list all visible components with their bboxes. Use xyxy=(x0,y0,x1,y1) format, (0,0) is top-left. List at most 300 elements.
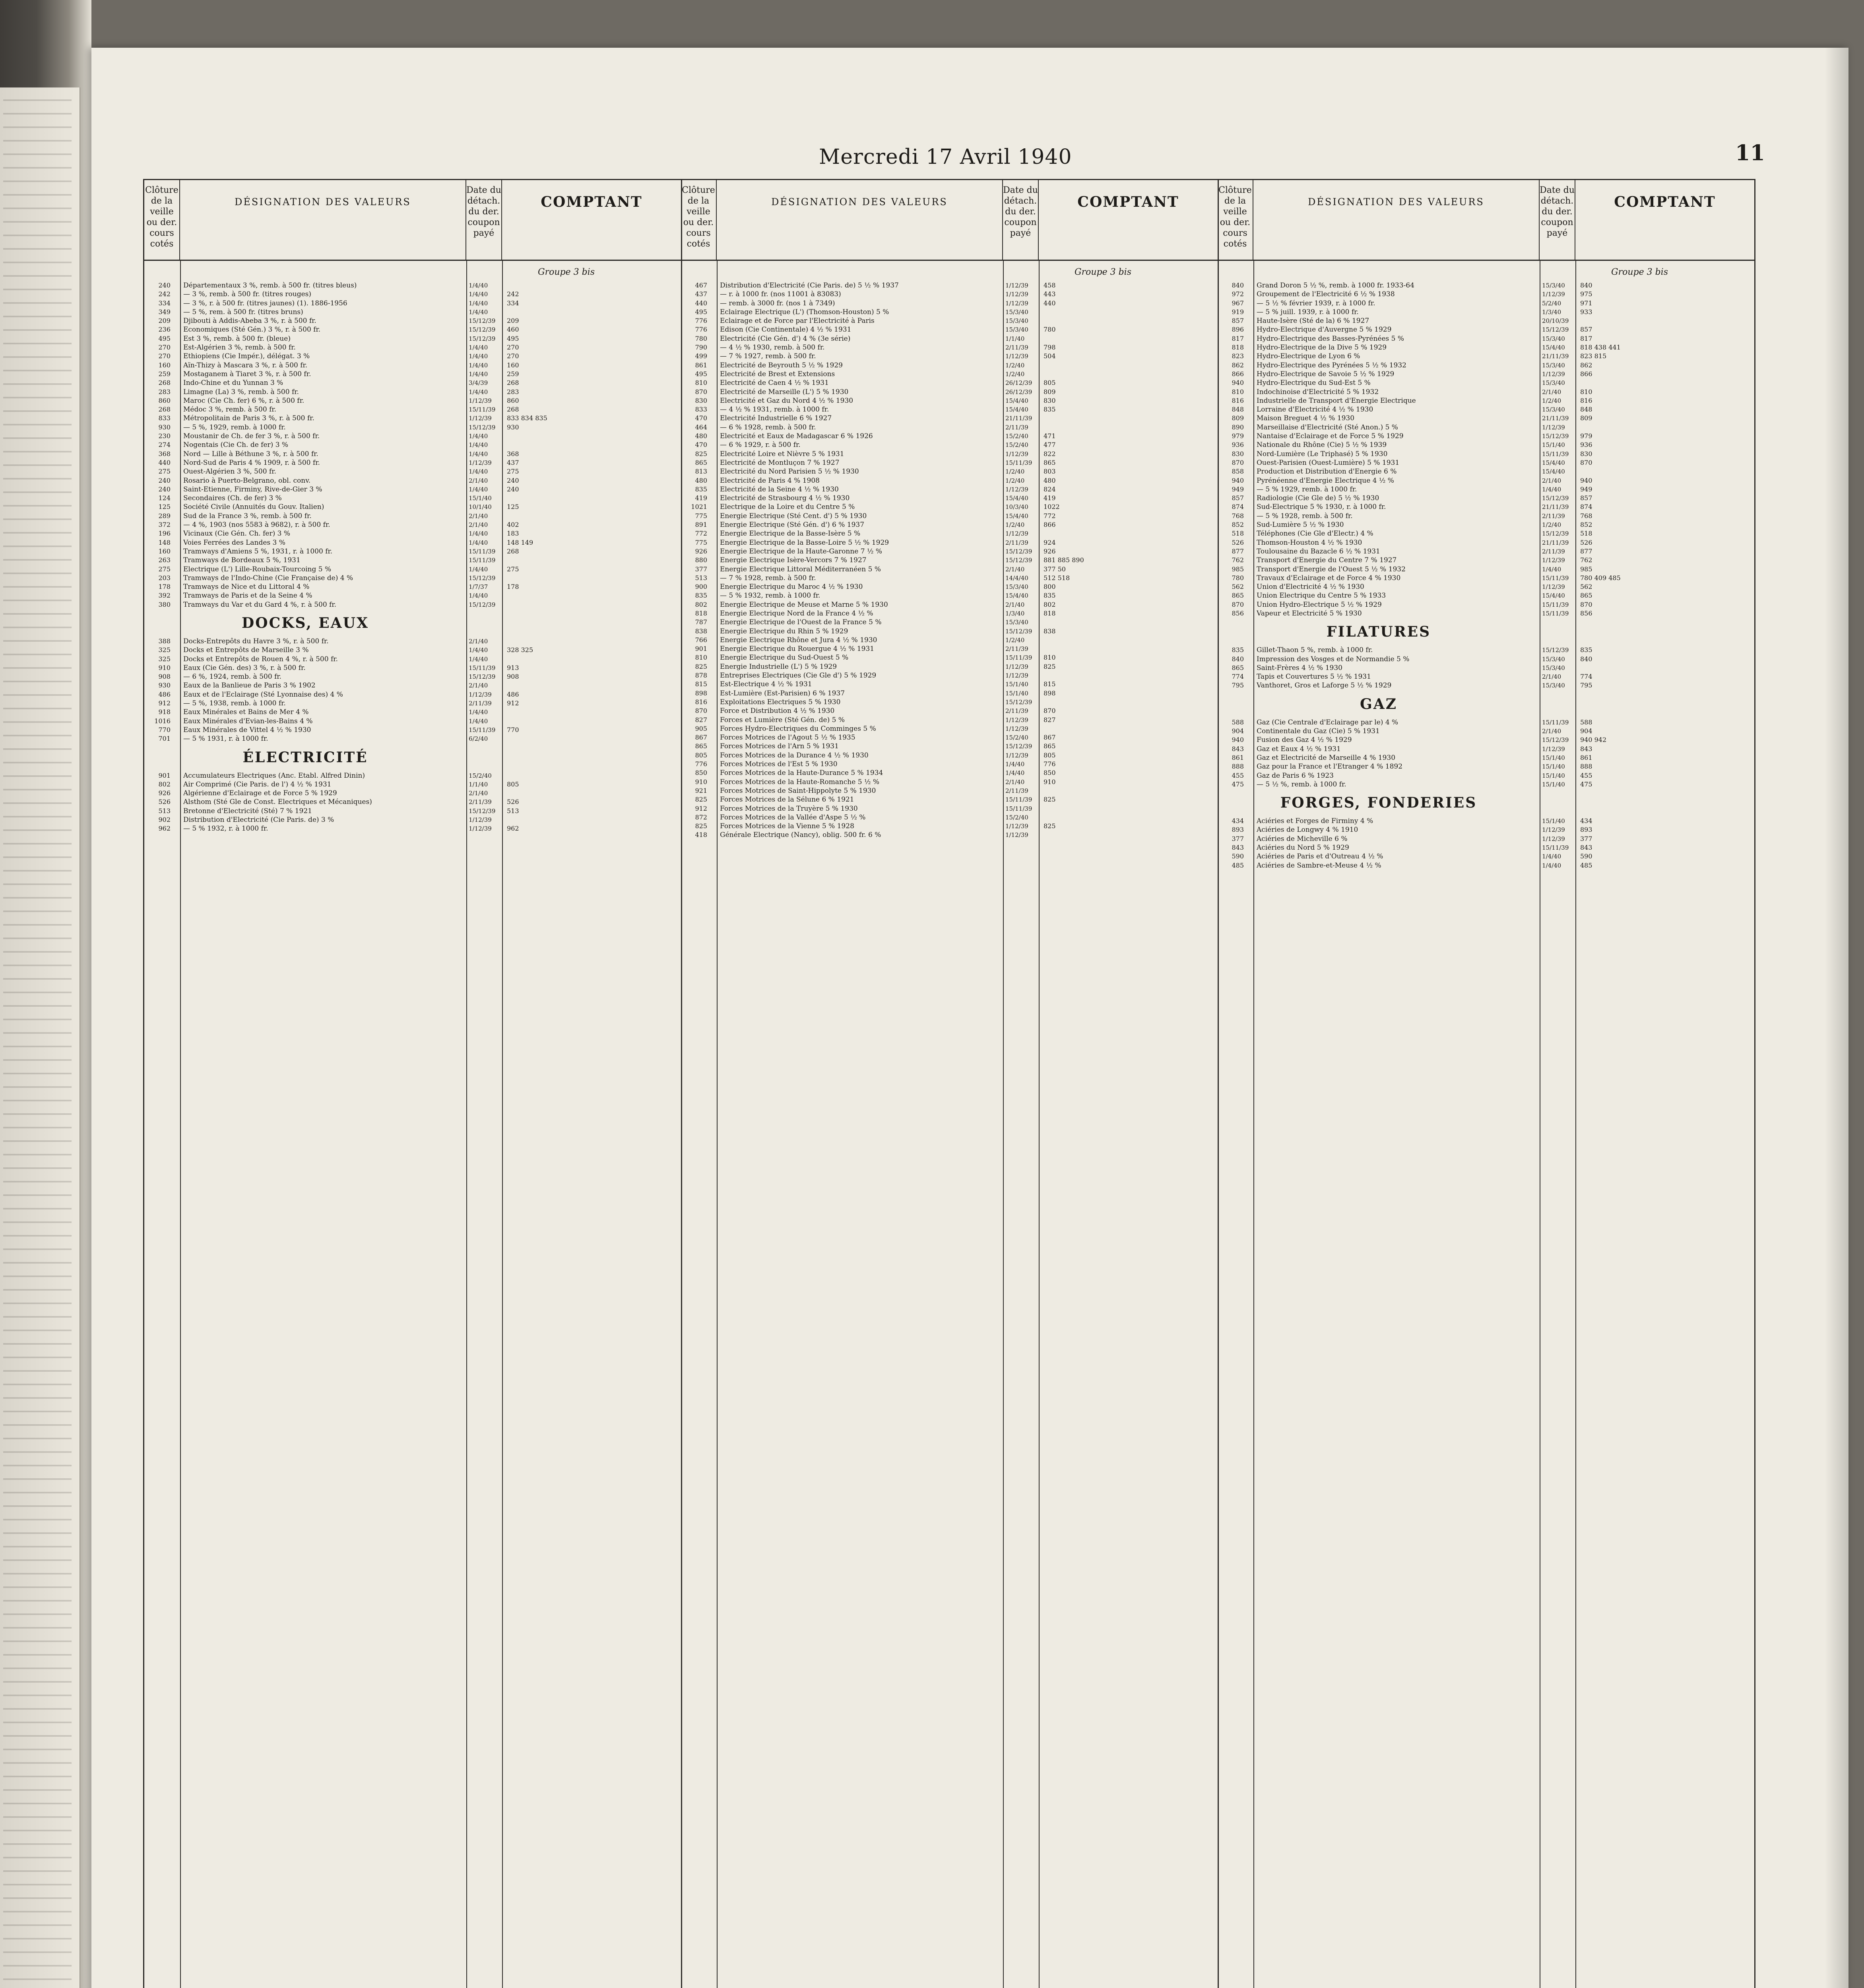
cloture-value: 930 xyxy=(158,681,171,689)
cloture-value: 918 xyxy=(158,708,171,716)
comptant-price: 870 xyxy=(1580,458,1592,466)
comptant-price: 776 xyxy=(1044,760,1056,768)
table-row xyxy=(144,771,681,780)
table-row xyxy=(681,512,1218,520)
security-designation: Energie Electrique de la Basse-Isère 5 % xyxy=(720,530,861,538)
coupon-date: 15/12/39 xyxy=(469,326,496,334)
comptant-price: 833 834 835 xyxy=(507,414,547,422)
header-designation: DÉSIGNATION DES VALEURS xyxy=(1253,180,1540,260)
coupon-date: 2/11/39 xyxy=(1005,645,1028,653)
coupon-date: 1/4/40 xyxy=(469,282,488,289)
table-row xyxy=(144,388,681,396)
table-row xyxy=(1218,771,1754,780)
coupon-date: 15/3/40 xyxy=(1005,583,1028,591)
table-row xyxy=(681,760,1218,769)
coupon-date: 2/1/40 xyxy=(469,682,488,689)
header-comptant: COMPTANT xyxy=(541,194,642,210)
coupon-date: 2/11/39 xyxy=(469,700,492,707)
security-designation: Electricité Loire et Nièvre 5 % 1931 xyxy=(720,450,844,458)
table-row xyxy=(681,467,1218,476)
coupon-date: 1/12/39 xyxy=(469,691,492,698)
table-row xyxy=(681,388,1218,396)
comptant-price: 125 xyxy=(507,503,519,511)
table-row xyxy=(1218,388,1754,396)
table-row xyxy=(681,831,1218,839)
table-row xyxy=(144,485,681,494)
comptant-price: 268 xyxy=(507,379,519,387)
coupon-date: 15/3/40 xyxy=(1005,326,1028,334)
comptant-price: 805 xyxy=(507,780,519,788)
security-designation: Eclairage et de Force par l'Electricité à Paris xyxy=(720,317,875,325)
table-row xyxy=(1218,450,1754,458)
adjacent-page-edge xyxy=(0,87,80,1988)
coupon-date: 15/11/39 xyxy=(1005,654,1032,662)
coupon-date: 1/12/39 xyxy=(1005,353,1028,360)
coupon-date: 15/4/40 xyxy=(1542,592,1565,600)
cloture-value: 860 xyxy=(158,396,171,404)
security-designation: Lorraine d'Electricité 4 ½ % 1930 xyxy=(1257,406,1373,414)
table-row xyxy=(681,671,1218,680)
comptant-price: 825 xyxy=(1044,822,1056,830)
cloture-value: 513 xyxy=(695,574,707,582)
header-date-detach: Date du détach. du der. coupon payé xyxy=(466,180,502,260)
coupon-date: 1/4/40 xyxy=(469,655,488,663)
cloture-value: 1021 xyxy=(691,503,707,511)
security-designation: Mostaganem à Tiaret 3 %, r. à 500 fr. xyxy=(183,370,311,378)
table-row xyxy=(144,316,681,325)
table-row xyxy=(144,512,681,520)
table-row xyxy=(681,325,1218,334)
cloture-value: 840 xyxy=(1232,282,1244,289)
comptant-price: 772 xyxy=(1044,512,1056,520)
table-row xyxy=(144,672,681,681)
page-number: 11 xyxy=(1735,140,1765,165)
coupon-date: 15/4/40 xyxy=(1005,495,1028,502)
cloture-value: 870 xyxy=(1232,600,1244,608)
cloture-value: 835 xyxy=(695,592,707,600)
cloture-value: 825 xyxy=(695,662,707,670)
security-designation: Vapeur et Electricité 5 % 1930 xyxy=(1257,609,1362,617)
cloture-value: 901 xyxy=(158,771,171,779)
table-row xyxy=(144,370,681,379)
cloture-value: 392 xyxy=(158,592,171,600)
table-row xyxy=(144,646,681,654)
cloture-value: 518 xyxy=(1232,530,1244,538)
security-designation: Grand Doron 5 ½ %, remb. à 1000 fr. 1933-64 xyxy=(1257,282,1414,289)
table-row xyxy=(681,582,1218,591)
security-designation: Radiologie (Cie Gle de) 5 ½ % 1930 xyxy=(1257,494,1379,503)
security-designation: — 4 %, 1903 (nos 5583 à 9682), r. à 500 fr. xyxy=(183,521,330,529)
coupon-date: 15/12/39 xyxy=(469,673,496,681)
comptant-price: 850 xyxy=(1044,769,1056,777)
security-designation: — 5 % 1928, remb. à 500 fr. xyxy=(1257,512,1353,520)
coupon-date: 26/12/39 xyxy=(1005,379,1032,387)
comptant-price: 780 xyxy=(1044,326,1056,334)
coupon-date: 15/12/39 xyxy=(469,574,496,582)
table-row xyxy=(681,361,1218,370)
coupon-date: 2/1/40 xyxy=(1542,673,1561,681)
cloture-value: 827 xyxy=(695,716,707,724)
table-row xyxy=(144,637,681,646)
cloture-value: 275 xyxy=(158,468,171,476)
table-row xyxy=(681,494,1218,503)
group-label: Groupe 3 bis xyxy=(1075,267,1131,277)
table-row xyxy=(144,467,681,476)
cloture-value: 985 xyxy=(1232,565,1244,573)
coupon-date: 1/2/40 xyxy=(1005,477,1025,484)
coupon-date: 1/12/39 xyxy=(1542,557,1565,564)
comptant-price: 817 xyxy=(1580,334,1592,342)
coupon-date: 21/11/39 xyxy=(1542,503,1569,511)
cloture-value: 870 xyxy=(695,707,707,715)
table-row xyxy=(1218,591,1754,600)
cloture-value: 904 xyxy=(1232,727,1244,735)
table-row xyxy=(681,742,1218,751)
coupon-date: 2/1/40 xyxy=(469,512,488,520)
coupon-date: 10/3/40 xyxy=(1005,503,1028,511)
security-designation: Energie Electrique de Meuse et Marne 5 % 1930 xyxy=(720,600,888,609)
security-designation: — 6 % 1928, remb. à 500 fr. xyxy=(720,423,816,431)
security-designation: Est-Algérien 3 %, remb. à 500 fr. xyxy=(183,344,296,352)
comptant-price: 835 xyxy=(1044,592,1056,600)
coupon-date: 15/1/40 xyxy=(1542,763,1565,771)
table-row xyxy=(1218,467,1754,476)
security-designation: Energie Electrique Isère-Vercors 7 % 1927 xyxy=(720,556,867,565)
table-row xyxy=(1218,396,1754,405)
coupon-date: 15/4/40 xyxy=(1005,512,1028,520)
cloture-value: 838 xyxy=(695,627,707,635)
cloture-value: 780 xyxy=(695,334,707,342)
table-row xyxy=(681,405,1218,414)
table-row xyxy=(144,494,681,503)
coupon-date: 15/12/39 xyxy=(1005,557,1032,564)
security-designation: — 5 ½ %, remb. à 1000 fr. xyxy=(1257,780,1346,788)
security-designation: Aciéries et Forges de Firminy 4 % xyxy=(1257,817,1373,825)
coupon-date: 1/4/40 xyxy=(469,308,488,316)
comptant-price: 830 xyxy=(1044,396,1056,404)
comptant-price: 148 149 xyxy=(507,538,533,546)
cloture-value: 240 xyxy=(158,485,171,493)
comptant-price: 867 xyxy=(1044,734,1056,742)
table-row xyxy=(144,717,681,726)
coupon-date: 1/2/40 xyxy=(1005,636,1025,644)
security-designation: Gaz et Eaux 4 ½ % 1931 xyxy=(1257,745,1341,753)
cloture-value: 818 xyxy=(695,609,707,617)
security-designation: Tapis et Couvertures 5 ½ % 1931 xyxy=(1257,673,1371,681)
coupon-date: 26/12/39 xyxy=(1005,388,1032,396)
table-row xyxy=(144,824,681,833)
table-row xyxy=(1218,861,1754,870)
table-row xyxy=(144,699,681,708)
table-row xyxy=(1218,352,1754,361)
comptant-price: 802 xyxy=(1044,600,1056,608)
header-date-detach: Date du détach. du der. coupon payé xyxy=(1540,180,1575,260)
coupon-date: 15/12/39 xyxy=(1542,326,1569,334)
cloture-value: 268 xyxy=(158,379,171,387)
security-designation: Ouest-Algérien 3 %, 500 fr. xyxy=(183,468,276,476)
comptant-price: 475 xyxy=(1580,780,1592,788)
security-designation: Haute-Isère (Sté de la) 6 % 1927 xyxy=(1257,317,1369,325)
comptant-price: 526 xyxy=(507,798,519,806)
cloture-value: 776 xyxy=(695,326,707,334)
security-designation: Energie Electrique du Rouergue 4 ½ % 1931 xyxy=(720,645,875,653)
comptant-price: 377 xyxy=(1580,835,1592,843)
security-designation: Sud-Electrique 5 % 1930, r. à 1000 fr. xyxy=(1257,503,1386,511)
comptant-price: 283 xyxy=(507,388,519,396)
coupon-date: 2/1/40 xyxy=(1005,778,1025,786)
comptant-price: 924 xyxy=(1044,538,1056,546)
security-designation: Est 3 %, remb. à 500 fr. (bleue) xyxy=(183,334,291,343)
coupon-date: 15/4/40 xyxy=(1542,468,1565,476)
table-row xyxy=(681,662,1218,671)
comptant-price: 874 xyxy=(1580,503,1592,511)
section-title: DOCKS, EAUX xyxy=(242,614,369,631)
security-designation: Algérienne d'Eclairage et de Force 5 % 1929 xyxy=(183,789,337,798)
table-row xyxy=(681,786,1218,795)
coupon-date: 15/1/40 xyxy=(1542,772,1565,779)
comptant-price: 809 xyxy=(1044,388,1056,396)
coupon-date: 1/2/40 xyxy=(1542,397,1561,404)
cloture-value: 377 xyxy=(1232,835,1244,843)
security-designation: Eaux et de l'Eclairage (Sté Lyonnaise des) 4 % xyxy=(183,690,343,699)
comptant-price: 770 xyxy=(507,726,519,734)
security-designation: Sud-Lumière 5 ½ % 1930 xyxy=(1257,521,1344,529)
security-designation: Limagne (La) 3 %, remb. à 500 fr. xyxy=(183,388,299,396)
comptant-price: 590 xyxy=(1580,852,1592,860)
cloture-value: 485 xyxy=(1232,861,1244,869)
coupon-date: 15/11/39 xyxy=(1005,805,1032,812)
cloture-value: 856 xyxy=(1232,609,1244,617)
comptant-price: 881 885 890 xyxy=(1044,556,1084,564)
newspaper-page xyxy=(91,48,1848,1988)
security-designation: Nord-Sud de Paris 4 % 1909, r. à 500 fr. xyxy=(183,458,320,467)
security-designation: Saint-Frères 4 ½ % 1930 xyxy=(1257,664,1342,672)
cloture-value: 701 xyxy=(158,735,171,743)
security-designation: Aïn-Thizy à Mascara 3 %, r. à 500 fr. xyxy=(183,361,308,369)
coupon-date: 15/12/39 xyxy=(1542,736,1569,744)
coupon-date: 15/4/40 xyxy=(1542,459,1565,466)
comptant-price: 975 xyxy=(1580,290,1592,298)
coupon-date: 2/1/40 xyxy=(469,477,488,484)
coupon-date: 15/3/40 xyxy=(1542,664,1565,672)
cloture-value: 896 xyxy=(1232,326,1244,334)
cloture-value: 833 xyxy=(158,414,171,422)
table-row xyxy=(1218,672,1754,681)
security-designation: — 3 %, r. à 500 fr. (titres jaunes) (1). 1886-1956 xyxy=(183,299,347,307)
comptant-price: 270 xyxy=(507,344,519,351)
coupon-date: 1/2/40 xyxy=(1005,361,1025,369)
cloture-value: 148 xyxy=(158,538,171,546)
header-date-detach: Date du détach. du der. coupon payé xyxy=(1003,180,1039,260)
table-rows xyxy=(681,264,1218,1988)
cloture-value: 949 xyxy=(1232,485,1244,493)
security-designation: Marseillaise d'Electricité (Sté Anon.) 5 % xyxy=(1257,423,1398,431)
table-row xyxy=(681,520,1218,529)
table-row xyxy=(681,556,1218,565)
cloture-value: 967 xyxy=(1232,299,1244,307)
security-designation: Ethiopiens (Cie Impér.), délégat. 3 % xyxy=(183,352,310,361)
security-designation: — 5 %, rem. à 500 fr. (titres bruns) xyxy=(183,308,303,316)
coupon-date: 15/11/39 xyxy=(1542,601,1569,608)
table-row xyxy=(1218,736,1754,744)
coupon-date: 1/12/39 xyxy=(1542,370,1565,378)
coupon-date: 2/1/40 xyxy=(1005,601,1025,608)
table-row xyxy=(144,690,681,699)
comptant-price: 949 xyxy=(1580,485,1592,493)
table-block-3 xyxy=(1218,180,1754,1988)
security-designation: Eaux (Cie Gén. des) 3 %, r. à 500 fr. xyxy=(183,664,306,672)
comptant-price: 815 xyxy=(1044,680,1056,688)
coupon-date: 1/2/40 xyxy=(1542,521,1561,529)
table-row xyxy=(1218,325,1754,334)
security-designation: Toulousaine du Bazacle 6 ½ % 1931 xyxy=(1257,547,1380,555)
coupon-date: 2/1/40 xyxy=(469,637,488,645)
cloture-value: 825 xyxy=(695,796,707,804)
coupon-date: 1/2/40 xyxy=(1005,370,1025,378)
cloture-value: 475 xyxy=(1232,780,1244,788)
security-designation: — 6 % 1929, r. à 500 fr. xyxy=(720,441,801,449)
table-row xyxy=(144,538,681,547)
cloture-value: 830 xyxy=(1232,450,1244,458)
table-row xyxy=(144,815,681,824)
table-row xyxy=(1218,414,1754,423)
coupon-date: 1/3/40 xyxy=(1542,308,1561,316)
coupon-date: 1/4/40 xyxy=(469,450,488,458)
coupon-date: 15/2/40 xyxy=(1005,734,1028,742)
comptant-price: 240 xyxy=(507,476,519,484)
cloture-value: 242 xyxy=(158,290,171,298)
table-row xyxy=(144,565,681,574)
table-row xyxy=(681,458,1218,467)
coupon-date: 15/2/40 xyxy=(1005,813,1028,821)
cloture-value: 817 xyxy=(1232,334,1244,342)
comptant-price: 940 xyxy=(1580,476,1592,484)
security-designation: — 6 %, 1924, remb. à 500 fr. xyxy=(183,673,281,681)
comptant-price: 513 xyxy=(507,807,519,815)
cloture-value: 852 xyxy=(1232,521,1244,529)
table-row xyxy=(144,325,681,334)
coupon-date: 2/11/39 xyxy=(1005,344,1028,351)
security-designation: Secondaires (Ch. de fer) 3 % xyxy=(183,494,282,503)
coupon-date: 1/4/40 xyxy=(1542,485,1561,493)
cloture-value: 867 xyxy=(695,734,707,742)
security-designation: Transport d'Energie du Centre 7 % 1927 xyxy=(1257,556,1397,565)
table-row xyxy=(1218,538,1754,547)
coupon-date: 15/2/40 xyxy=(1005,433,1028,440)
cloture-value: 912 xyxy=(695,804,707,812)
column-header-row xyxy=(1218,180,1754,261)
comptant-price: 823 815 xyxy=(1580,352,1607,360)
cloture-value: 160 xyxy=(158,547,171,555)
comptant-price: 809 xyxy=(1580,414,1592,422)
coupon-date: 15/1/40 xyxy=(1542,754,1565,761)
table-row xyxy=(681,618,1218,627)
table-row xyxy=(681,538,1218,547)
coupon-date: 2/1/40 xyxy=(1542,388,1561,396)
table-row xyxy=(1218,476,1754,485)
security-designation: Hydro-Electrique d'Auvergne 5 % 1929 xyxy=(1257,326,1392,334)
coupon-date: 2/11/39 xyxy=(1005,787,1028,794)
table-body xyxy=(681,260,1218,1988)
coupon-date: 2/11/39 xyxy=(1542,547,1565,555)
coupon-date: 1/12/39 xyxy=(469,459,492,466)
security-designation: Electricité de Strasbourg 4 ½ % 1930 xyxy=(720,494,850,503)
cloture-value: 259 xyxy=(158,370,171,378)
security-designation: Economiques (Sté Gén.) 3 %, r. à 500 fr. xyxy=(183,326,321,334)
cloture-value: 388 xyxy=(158,637,171,645)
table-row xyxy=(681,476,1218,485)
coupon-date: 1/12/39 xyxy=(1005,725,1028,732)
table-row xyxy=(144,450,681,458)
table-row xyxy=(1218,503,1754,511)
cloture-value: 872 xyxy=(695,813,707,821)
table-row xyxy=(1218,582,1754,591)
coupon-date: 1/12/39 xyxy=(469,816,492,824)
coupon-date: 1/12/39 xyxy=(1005,450,1028,458)
comptant-price: 437 xyxy=(507,458,519,466)
coupon-date: 1/12/39 xyxy=(1005,299,1028,307)
coupon-date: 1/4/40 xyxy=(469,344,488,351)
table-row xyxy=(681,334,1218,343)
table-row xyxy=(144,379,681,387)
comptant-price: 419 xyxy=(1044,494,1056,502)
security-designation: Electricité de la Seine 4 ½ % 1930 xyxy=(720,485,839,493)
comptant-price: 866 xyxy=(1044,521,1056,529)
security-designation: Forces Motrices de Saint-Hippolyte 5 % 1930 xyxy=(720,786,876,795)
coupon-date: 2/11/39 xyxy=(1542,512,1565,520)
comptant-price: 822 xyxy=(1044,450,1056,458)
cloture-value: 900 xyxy=(695,583,707,591)
coupon-date: 1/4/40 xyxy=(1005,769,1025,777)
cloture-value: 590 xyxy=(1232,852,1244,860)
comptant-price: 275 xyxy=(507,468,519,476)
security-designation: Aciéries de Sambre-et-Meuse 4 ½ % xyxy=(1257,861,1381,870)
table-row xyxy=(144,807,681,815)
comptant-price: 865 xyxy=(1044,458,1056,466)
cloture-value: 902 xyxy=(158,816,171,824)
security-designation: Air Comprimé (Cie Paris. de l') 4 ½ % 1931 xyxy=(183,780,332,788)
security-designation: Energie Electrique Rhône et Jura 4 ½ % 1930 xyxy=(720,636,877,644)
cloture-value: 440 xyxy=(695,299,707,307)
comptant-price: 275 xyxy=(507,565,519,573)
security-designation: Indo-Chine et du Yunnan 3 % xyxy=(183,379,283,387)
cloture-value: 830 xyxy=(695,396,707,404)
comptant-price: 818 438 441 xyxy=(1580,344,1621,351)
table-row xyxy=(144,458,681,467)
cloture-value: 418 xyxy=(695,831,707,839)
comptant-price: 810 xyxy=(1580,388,1592,396)
security-designation: Hydro-Electrique du Sud-Est 5 % xyxy=(1257,379,1371,387)
table-row xyxy=(1218,843,1754,852)
table-row xyxy=(1218,574,1754,582)
table-row xyxy=(681,724,1218,733)
coupon-date: 15/3/40 xyxy=(1005,308,1028,316)
coupon-date: 15/12/39 xyxy=(469,335,496,342)
coupon-date: 1/4/40 xyxy=(469,468,488,476)
security-designation: Energie Electrique du Sud-Ouest 5 % xyxy=(720,654,849,662)
security-designation: — 5 %, 1938, remb. à 1000 fr. xyxy=(183,699,286,708)
table-row xyxy=(681,769,1218,777)
security-designation: Pyrénéenne d'Energie Electrique 4 ½ % xyxy=(1257,476,1394,485)
table-row xyxy=(681,396,1218,405)
coupon-date: 15/12/39 xyxy=(469,807,496,815)
table-row xyxy=(681,822,1218,831)
cloture-value: 160 xyxy=(158,361,171,369)
table-row xyxy=(1218,727,1754,736)
coupon-date: 2/1/40 xyxy=(469,521,488,529)
table-row xyxy=(1218,290,1754,299)
security-designation: Forces Motrices de l'Est 5 % 1930 xyxy=(720,760,838,769)
